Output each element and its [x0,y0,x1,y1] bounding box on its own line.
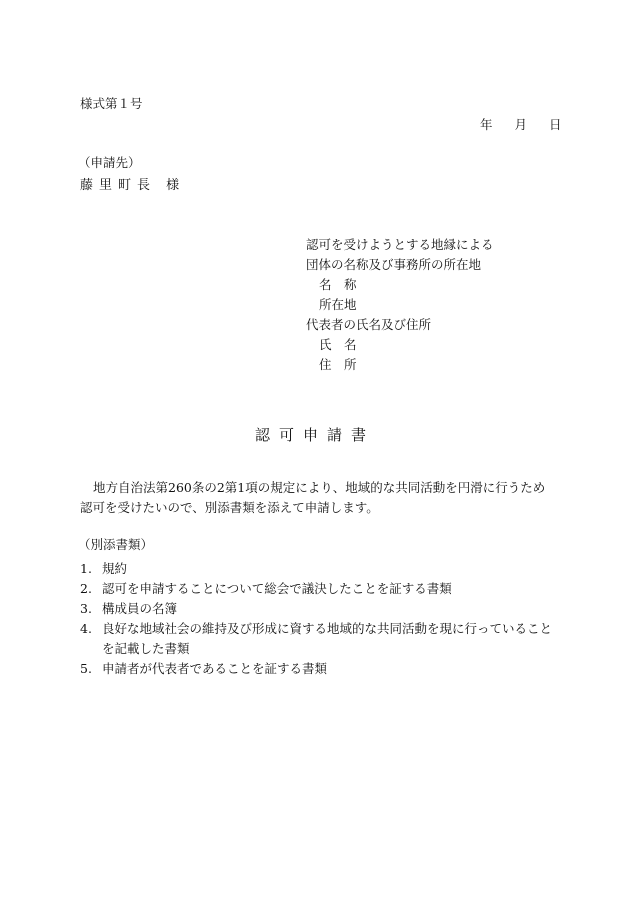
list-item-text: 構成員の名簿 [102,601,178,616]
list-item [80,559,555,579]
list-item [80,579,555,599]
date-day-label: 日 [549,117,562,132]
representative-line: 代表者の氏名及び住所 [306,317,432,332]
representative-name-label: 氏 名 [319,337,357,352]
attachments-header: （別添書類） [78,537,154,552]
list-item [80,619,555,659]
applicant-line-1: 認可を受けようとする地縁による [306,237,494,252]
list-item [80,599,555,619]
list-item-number: 5. [80,661,92,676]
list-item-number: 4. [80,621,92,636]
representative-address-label: 住 所 [319,357,357,372]
list-item-number: 2. [80,581,92,596]
list-item-text: 認可を申請することについて総会で議決したことを証する書類 [102,581,452,596]
body-paragraph [80,478,555,518]
applicant-line-2: 団体の名称及び事務所の所在地 [306,257,482,272]
document-title: 認可申請書 [255,426,376,444]
list-item-text: 申請者が代表者であることを証する書類 [102,661,328,676]
date-year-label: 年 [480,117,493,132]
body-line-2: 認可を受けたいので、別添書類を添えて申請します。 [80,500,379,515]
name-label: 名 称 [319,277,357,292]
recipient-name: 藤里町長 様 [80,178,186,193]
list-item-number: 3. [80,601,92,616]
list-item [80,659,555,679]
date-line [480,119,562,132]
date-month-label: 月 [514,117,528,132]
form-number: 様式第１号 [80,96,143,111]
recipient-label: （申請先） [78,155,141,170]
list-item-text: 規約 [102,561,128,576]
attachments-list [80,559,555,679]
list-item-number: 1. [80,561,92,576]
list-item-text: 良好な地域社会の維持及び形成に資する地域的な共同活動を現に行っていることを記載した書類 [102,621,553,656]
body-line-1: 地方自治法第260条の2第1項の規定により、地域的な共同活動を円滑に行うため [93,480,546,495]
applicant-block [306,238,494,378]
address-label: 所在地 [319,297,357,312]
